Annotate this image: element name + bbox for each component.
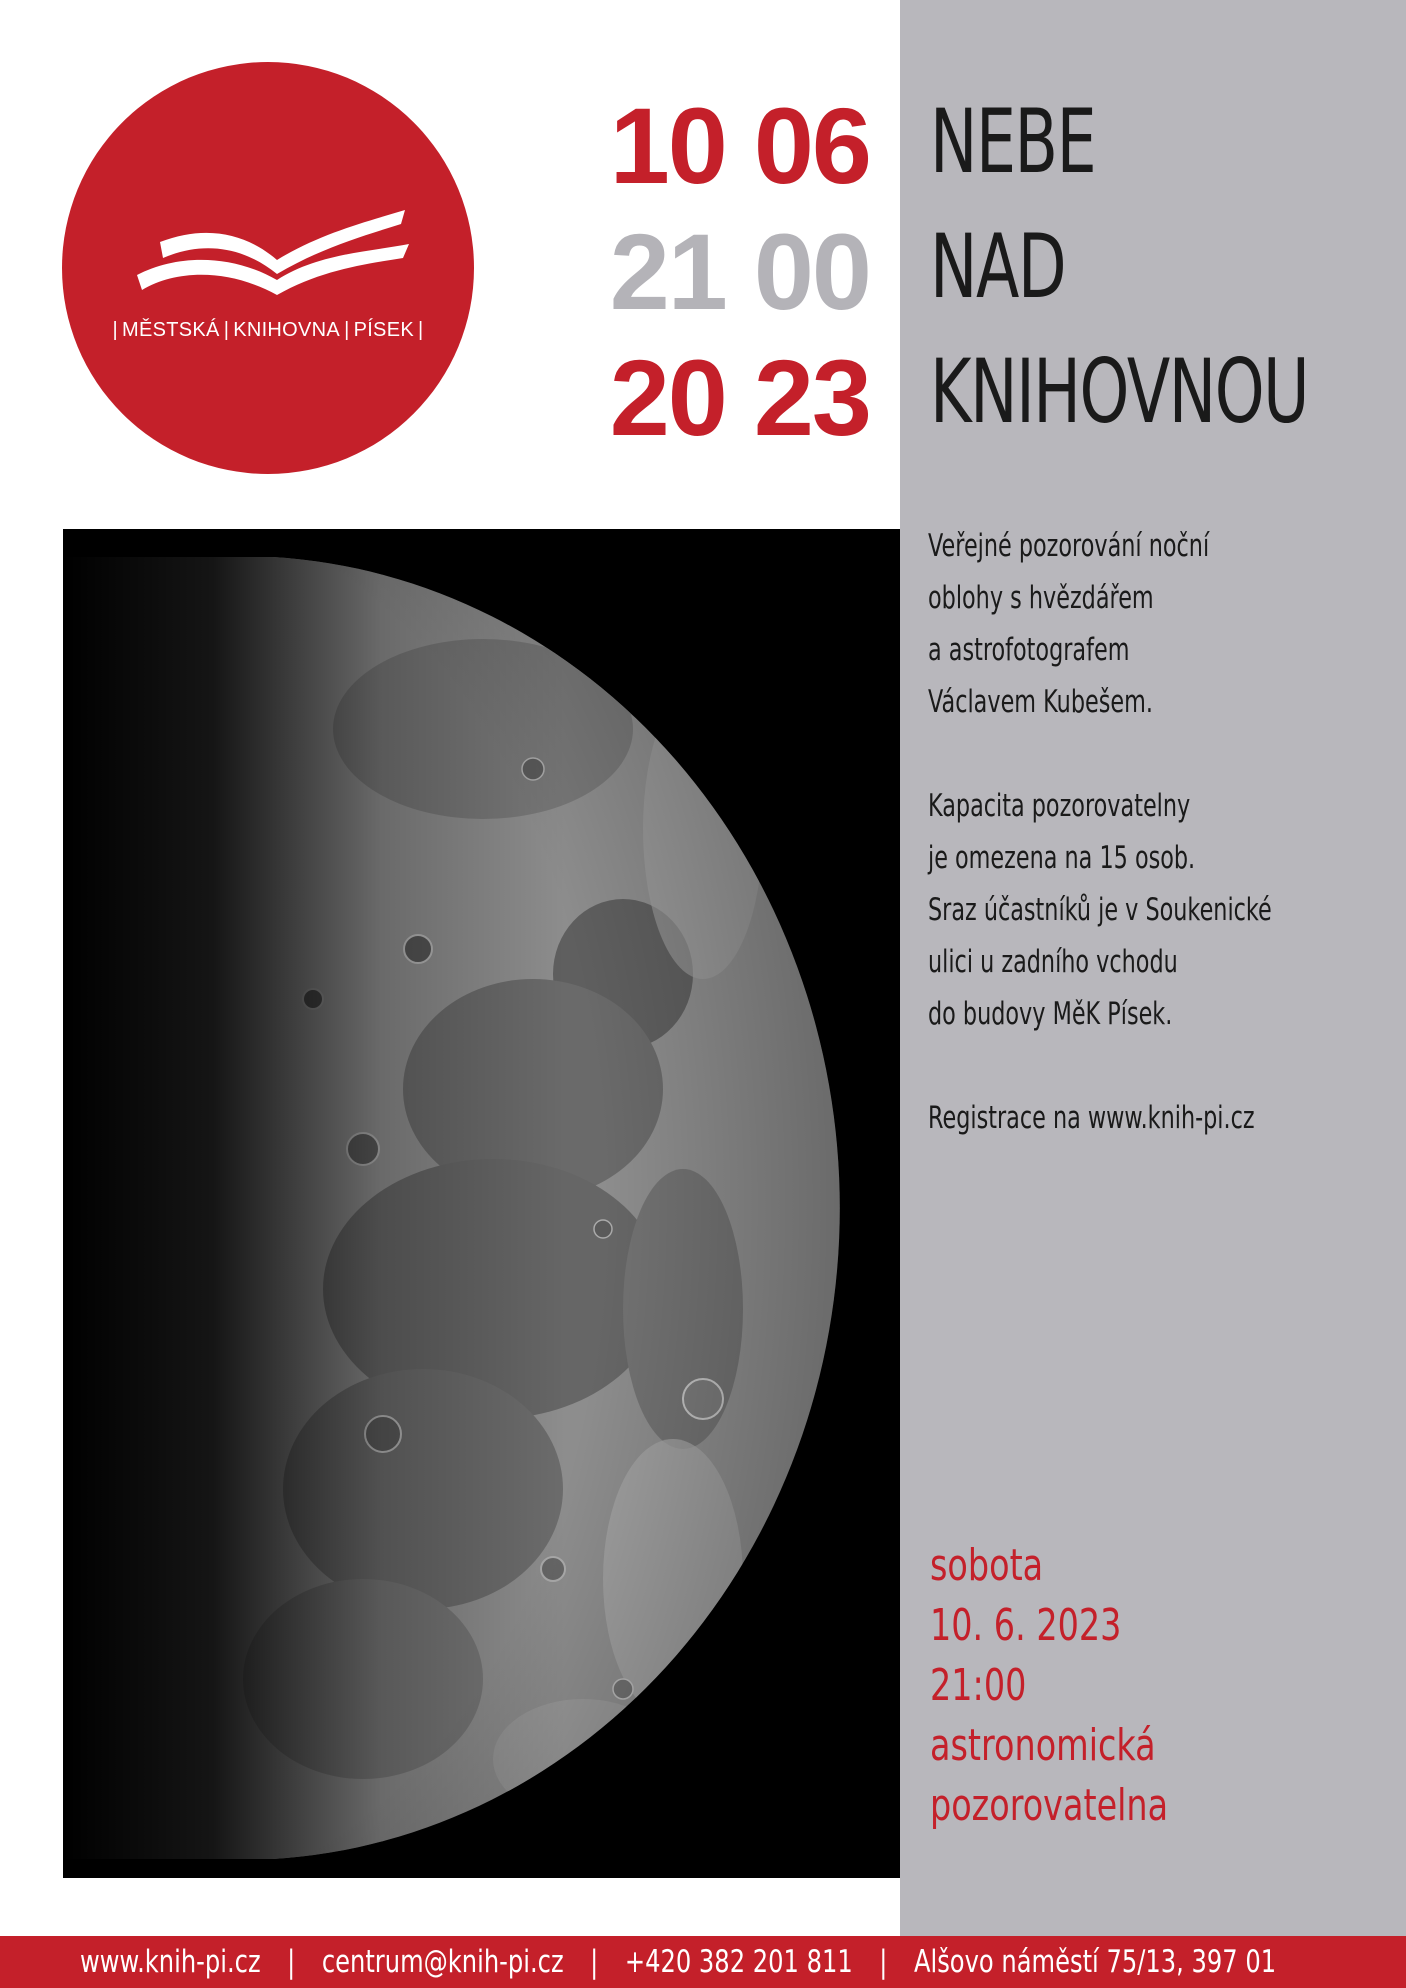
desc-line: Sraz účastníků je v Soukenické	[928, 892, 1272, 928]
date-day: 10	[609, 85, 726, 206]
year-part-a: 20	[609, 337, 726, 458]
time-hour: 21	[609, 211, 726, 332]
footer-address: Alšovo náměstí 75/13, 397 01	[913, 1944, 1277, 1980]
date-row-day-month	[530, 85, 870, 206]
title-line-2: NAD	[930, 215, 1066, 318]
desc-line: Václavem Kubešem.	[928, 684, 1153, 720]
registration-line: Registrace na www.knih-pi.cz	[928, 1100, 1255, 1136]
desc-line: Kapacita pozorovatelny	[928, 788, 1191, 824]
event-day-name: sobota	[930, 1540, 1044, 1591]
time-minute: 00	[753, 211, 870, 332]
footer-bar	[0, 1936, 1406, 1988]
moon-illustration	[63, 529, 900, 1878]
moon-photo	[63, 529, 900, 1878]
footer-phone[interactable]: +420 382 201 811	[624, 1944, 853, 1980]
footer-email-link[interactable]: centrum@knih-pi.cz	[321, 1944, 564, 1980]
year-part-b: 23	[753, 337, 870, 458]
desc-line: je omezena na 15 osob.	[928, 840, 1196, 876]
logo-word-pisek: PÍSEK	[353, 319, 414, 341]
desc-line: do budovy MěK Písek.	[928, 996, 1173, 1032]
date-month: 06	[753, 85, 870, 206]
event-place-line-1: astronomická	[930, 1720, 1156, 1771]
date-row-year	[530, 337, 870, 458]
desc-line: Veřejné pozorování noční	[928, 528, 1210, 564]
title-line-3: KNIHOVNOU	[930, 340, 1309, 443]
title-line-1: NEBE	[930, 90, 1096, 193]
footer-web-link[interactable]: www.knih-pi.cz	[80, 1944, 261, 1980]
footer-contacts: www.knih-pi.cz | centrum@knih-pi.cz | +420 382 201 811 | Alšovo náměstí 75/13, 397 01	[80, 1944, 1277, 1980]
logo-word-mestska: MĚSTSKÁ	[122, 319, 220, 341]
library-logo	[62, 62, 474, 474]
event-description	[928, 520, 1374, 1144]
date-row-time	[530, 211, 870, 332]
desc-line: oblohy s hvězdářem	[928, 580, 1154, 616]
desc-line: ulici u zadního vchodu	[928, 944, 1178, 980]
logo-wordmark: | MĚSTSKÁ | KNIHOVNA | PÍSEK |	[112, 319, 424, 341]
open-book-icon	[97, 182, 437, 302]
logo-word-knihovna: KNIHOVNA	[233, 319, 341, 341]
event-time: 21:00	[930, 1660, 1027, 1711]
event-details	[930, 1536, 1310, 1836]
event-place-line-2: pozorovatelna	[930, 1780, 1169, 1831]
desc-line: a astrofotografem	[928, 632, 1130, 668]
event-date: 10. 6. 2023	[930, 1600, 1122, 1651]
